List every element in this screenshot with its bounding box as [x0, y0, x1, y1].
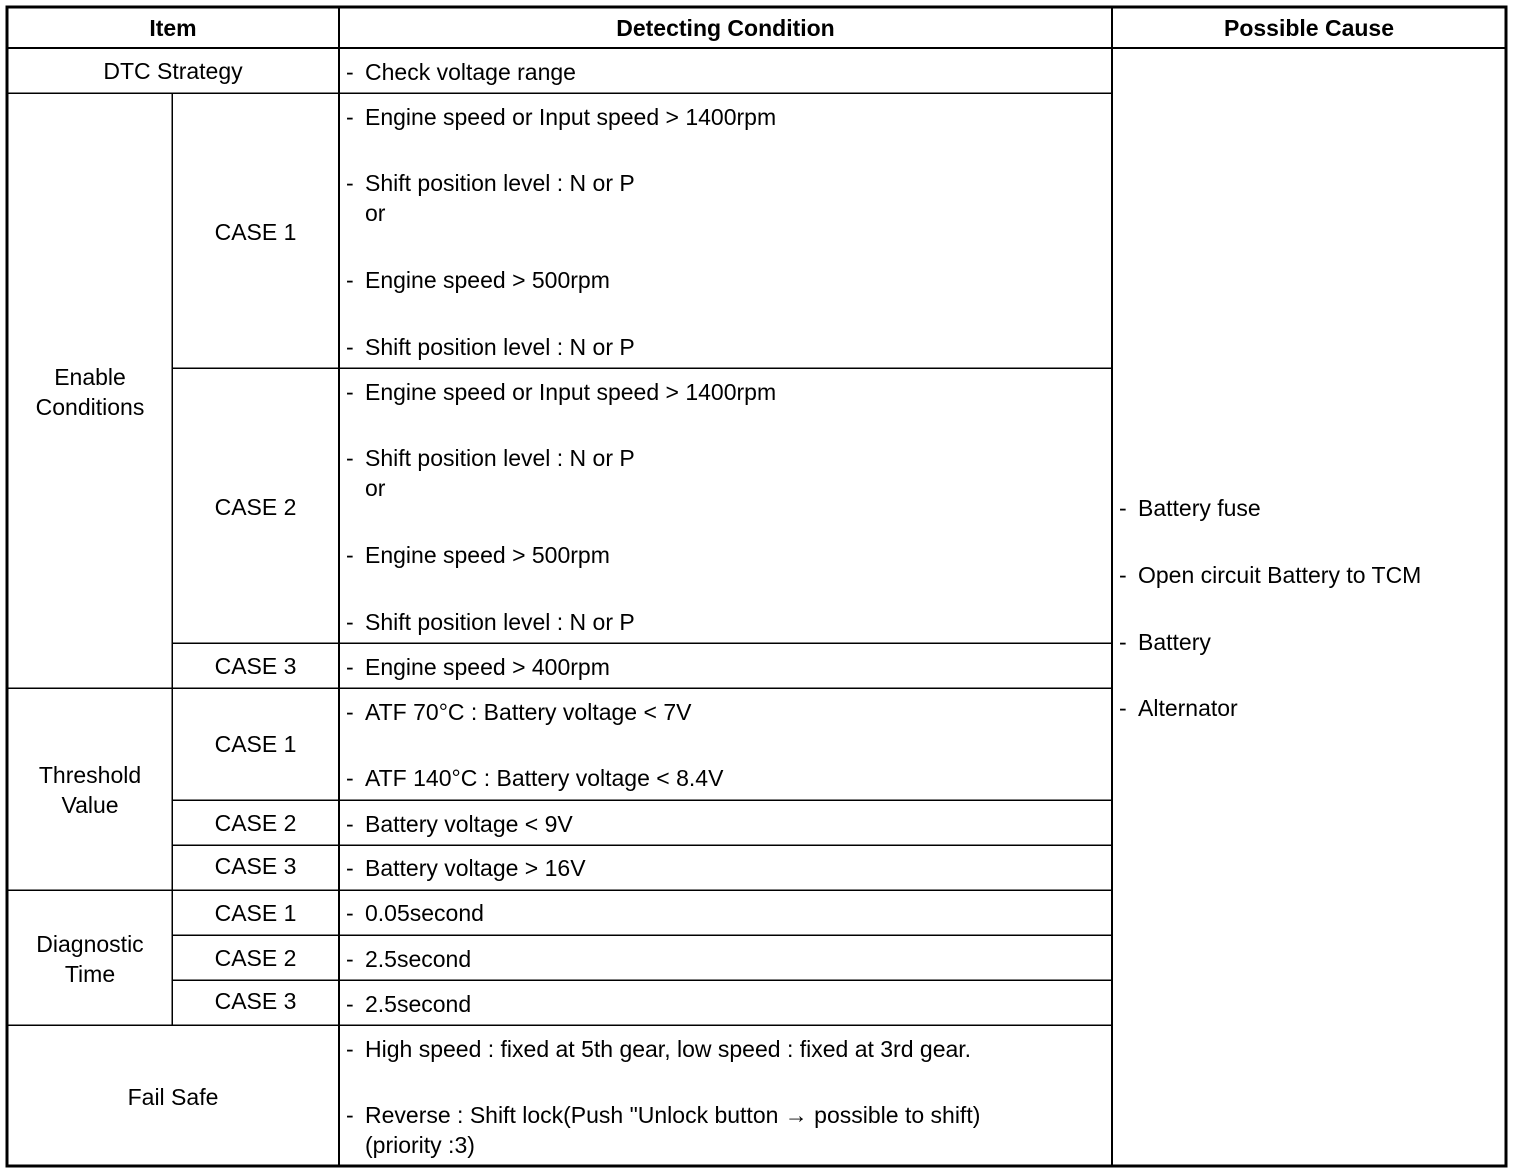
threshold-case1-line: - ATF 70°C : Battery voltage < 7V: [346, 699, 692, 725]
header-item: Item: [149, 15, 197, 41]
enable-case1-line: - Shift position level : N or P: [346, 170, 635, 196]
enable-case3-line: - Engine speed > 400rpm: [346, 654, 610, 680]
enable-case1-line: - Shift position level : N or P: [346, 334, 635, 360]
fail-safe-label: Fail Safe: [127, 1084, 219, 1110]
enable-case1-line: - Engine speed > 500rpm: [346, 267, 610, 293]
fail-safe-line: - High speed : fixed at 5th gear, low speed : fixed at 3rd gear.: [346, 1036, 972, 1062]
diagnostic-case2-label: CASE 2: [214, 945, 297, 971]
possible-cause-item: - Battery: [1119, 629, 1211, 655]
enable-case2-line: - Engine speed or Input speed > 1400rpm: [346, 379, 777, 405]
fail-safe-line: (priority :3): [365, 1132, 475, 1158]
fail-safe-line: - Reverse : Shift lock(Push "Unlock button → possible to shift): [346, 1102, 981, 1128]
diagnostic-case1-label: CASE 1: [214, 900, 297, 926]
enable-case3-label: CASE 3: [214, 653, 297, 679]
enable-case2-or: or: [365, 475, 386, 501]
dtc-strategy-condition: - Check voltage range: [346, 59, 576, 85]
enable-case1-or: or: [365, 200, 386, 226]
threshold-case2-label: CASE 2: [214, 810, 297, 836]
threshold-case1-line: - ATF 140°C : Battery voltage < 8.4V: [346, 765, 724, 791]
enable-conditions-label: Enable Conditions: [35, 364, 145, 420]
threshold-case2-line: - Battery voltage < 9V: [346, 811, 573, 837]
possible-cause-item: - Open circuit Battery to TCM: [1119, 562, 1422, 588]
enable-case2-line: - Shift position level : N or P: [346, 445, 635, 471]
threshold-case3-label: CASE 3: [214, 853, 297, 879]
enable-case2-line: - Shift position level : N or P: [346, 609, 635, 635]
threshold-case1-label: CASE 1: [214, 731, 297, 757]
enable-case1-label: CASE 1: [214, 219, 297, 245]
possible-cause-item: - Alternator: [1119, 695, 1238, 721]
header-detecting-condition: Detecting Condition: [616, 15, 835, 41]
enable-case2-label: CASE 2: [214, 494, 297, 520]
enable-case2-line: - Engine speed > 500rpm: [346, 542, 610, 568]
dtc-strategy-label: DTC Strategy: [103, 58, 243, 84]
diagnostic-case2-line: - 2.5second: [346, 946, 472, 972]
diagnostic-case3-label: CASE 3: [214, 988, 297, 1014]
diagnostic-case1-line: - 0.05second: [346, 900, 484, 926]
diagnostic-time-label: Diagnostic Time: [36, 931, 144, 987]
diagnostic-case3-line: - 2.5second: [346, 991, 472, 1017]
possible-cause-item: - Battery fuse: [1119, 495, 1261, 521]
threshold-case3-line: - Battery voltage > 16V: [346, 855, 586, 881]
header-possible-cause: Possible Cause: [1223, 15, 1395, 41]
enable-case1-line: - Engine speed or Input speed > 1400rpm: [346, 104, 777, 130]
threshold-value-label: Threshold Value: [38, 762, 142, 818]
